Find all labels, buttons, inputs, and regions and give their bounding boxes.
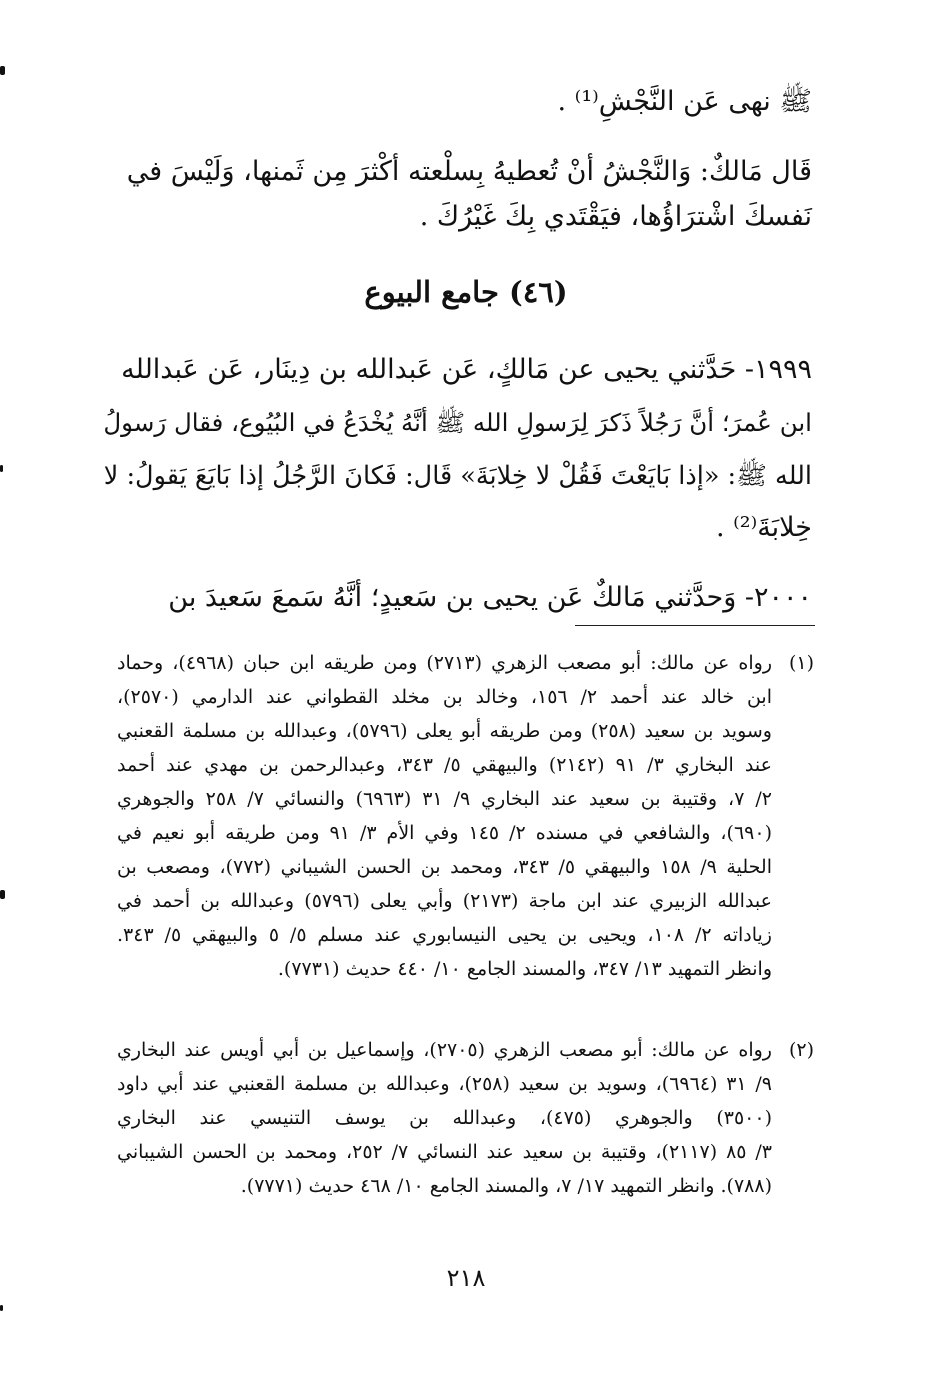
footnote-1 — [117, 646, 772, 986]
footnote-line: (٧٨٨). وانظر التمهيد ١٧/ ٧، والمسند الجامع ١٠/ ٤٦٨ حديث (٧٧٧١). — [240, 1175, 772, 1197]
intro-line: ﷺ نهى عَن النَّجْشِ⁽¹⁾ . — [557, 86, 812, 117]
hadith-1999-line-1: ١٩٩٩- حَدَّثني يحيى عن مَالكٍ، عَن عَبدالله بن دِينَار، عَن عَبدالله — [121, 354, 812, 385]
scan-edge-mark — [0, 890, 5, 899]
footnote-2 — [117, 1033, 772, 1203]
footnote-line: ابن خالد عند أحمد ٢/ ١٥٦، وخالد بن مخلد القطواني عند الدارمي (٢٥٧٠)، — [117, 686, 772, 708]
footnote-line: رواه عن مالك: أبو مصعب الزهري (٢٧٠٥)، وإسماعيل بن أبي أويس عند البخاري — [117, 1039, 772, 1061]
footnote-line: زياداته ٢/ ١٠٨، ويحيى بن يحيى النيسابوري عند مسلم ٥/ ٥ والبيهقي ٥/ ٣٤٣. — [117, 924, 772, 946]
footnote-line: (٣٥٠٠) والجوهري (٤٧٥)، وعبدالله بن يوسف التنيسي عند البخاري — [117, 1107, 772, 1129]
footnote-line: وسويد بن سعيد (٢٥٨) ومن طريقه أبو يعلى (٥٧٩٦)، وعبدالله بن مسلمة القعنبي — [117, 720, 772, 742]
hadith-1999-line-3: الله ﷺ: «إذا بَايَعْتَ فَقُلْ لا خِلابَةَ» قَال: فَكانَ الرَّجُلُ إذا بَايَعَ يَقولُ: لا — [103, 461, 812, 491]
footnote-line: (٦٩٠)، والشافعي في مسنده ٢/ ١٤٥ وفي الأم ٣/ ٩١ ومن طريقه أبو نعيم في — [117, 822, 773, 844]
footnote-1-number: (١) — [788, 652, 814, 674]
footnote-line: ٣/ ٨٥ (٢١١٧)، وقتيبة بن سعيد عند النسائي ٧/ ٢٥٢، ومحمد بن الحسن الشيباني — [117, 1141, 772, 1163]
footnote-line: رواه عن مالك: أبو مصعب الزهري (٢٧١٣) ومن طريقه ابن حبان (٤٩٦٨)، وحماد — [117, 652, 772, 674]
scan-edge-mark — [0, 465, 3, 472]
footnote-line: وانظر التمهيد ١٣/ ٣٤٧، والمسند الجامع ١٠/ ٤٤٠ حديث (٧٧٣١). — [277, 958, 772, 980]
page-number: ٢١٨ — [446, 1264, 486, 1292]
hadith-1999-line-4: خِلابَةَ⁽²⁾ . — [715, 512, 812, 543]
footnote-line: ٢/ ٧، وقتيبة بن سعيد عند البخاري ٩/ ٣١ (٦٩٦٣) والنسائي ٧/ ٢٥٨ والجوهري — [117, 788, 772, 810]
footnote-line: الحلية ٩/ ١٥٨ والبيهقي ٥/ ٣٤٣، ومحمد بن الحسن الشيباني (٧٧٢)، ومصعب بن — [117, 856, 772, 878]
hadith-2000-line: ٢٠٠٠- وَحدَّثني مَالكٌ عَن يحيى بن سَعيدٍ؛ أنَّهُ سَمعَ سَعيدَ بن — [168, 582, 812, 613]
scan-edge-mark — [0, 1305, 3, 1311]
malik-line-1: قَال مَالكٌ: وَالنَّجْشُ أنْ تُعطيهُ بِسلْعته أكْثرَ مِن ثَمنها، وَلَيْسَ في — [126, 156, 812, 187]
hadith-1999-line-2: ابن عُمرَ؛ أنَّ رَجُلاً ذَكرَ لِرَسولِ الله ﷺ أنَّهُ يُخْدَعُ في البُيُوع، فقال رَسولُ — [103, 408, 812, 437]
footnote-divider — [575, 625, 815, 626]
footnote-line: ٩/ ٣١ (٦٩٦٤)، وسويد بن سعيد (٢٥٨)، وعبدالله بن مسلمة القعنبي عند أبي داود — [117, 1073, 772, 1095]
footnote-line: عبدالله الزبيري عند ابن ماجة (٢١٧٣) وأبي يعلى (٥٧٩٦) وعبدالله بن أحمد في — [117, 890, 772, 912]
footnote-2-number: (٢) — [788, 1039, 814, 1061]
footnote-line: عند البخاري ٣/ ٩١ (٢١٤٢) والبيهقي ٥/ ٣٤٣، وعبدالرحمن بن مهدي عند أحمد — [117, 754, 772, 776]
chapter-heading: (٤٦) جامع البيوع — [364, 275, 568, 309]
scan-edge-mark — [0, 66, 5, 75]
malik-line-2: نَفسكَ اشْترَاؤُها، فيَقْتَدي بِكَ غَيْرُكَ . — [419, 201, 812, 232]
